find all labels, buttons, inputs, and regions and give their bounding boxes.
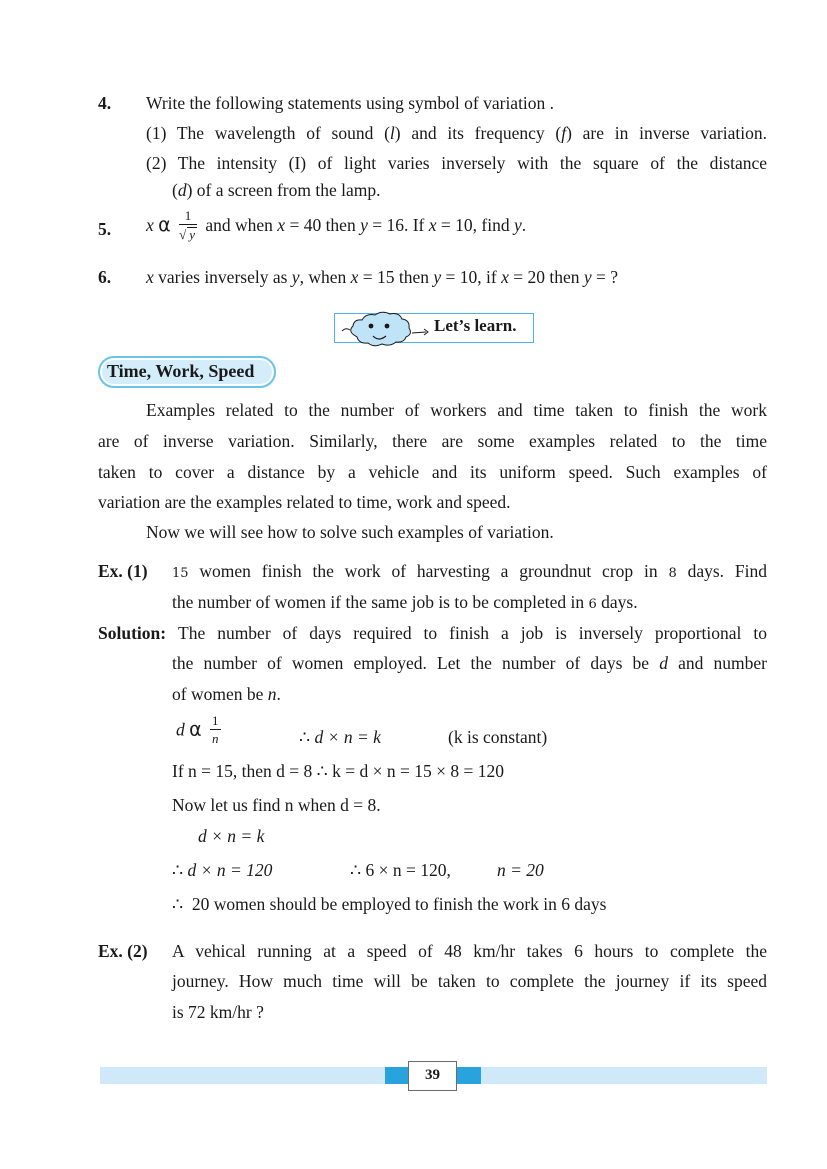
topic-heading: Time, Work, Speed (107, 361, 255, 381)
intro-line-5: Now we will see how to solve such examples of variation. (146, 522, 554, 542)
intro-line-1: Examples related to the number of workers and time taken to finish the work (146, 400, 767, 420)
lets-learn-label: Let’s learn. (434, 316, 517, 335)
equation-d-n-k: ∴ d × n = k (299, 727, 381, 747)
intro-line-2: are of inverse variation. Similarly, there are some examples related to the time (98, 431, 767, 451)
solution-line-3: of women be n. (172, 684, 281, 704)
intro-line-4: variation are the examples related to time, work and speed. (98, 492, 511, 512)
fraction-one-over-root-y: $\frac{1}{√ y}$ (179, 208, 195, 242)
example-1-line-1: 15 women finish the work of harvesting a groundnut crop in 8 days. Find (172, 561, 767, 581)
example-2-line-2: journey. How much time will be taken to complete the journey if its speed (172, 971, 767, 991)
solution-line-1: The number of days required to finish a job is inversely proportional to (178, 623, 767, 643)
example-1-line-2: the number of women if the same job is to be completed in 6 days. (172, 592, 638, 612)
proportion-d-alpha-1-over-n: d α $\frac{1}{n}$ (176, 713, 219, 746)
footer-accent-right (457, 1067, 481, 1084)
solution-conclusion: ∴ 20 women should be employed to finish the work in 6 days (172, 894, 607, 914)
question-number-4: 4. (98, 93, 112, 113)
equation-6-n-120: ∴ 6 × n = 120, (350, 860, 451, 880)
question-4-text: Write the following statements using symbol of variation . (146, 93, 555, 113)
find-line: Now let us find n when d = 8. (172, 795, 381, 815)
cloud-face-icon (340, 309, 432, 347)
footer-accent-left (385, 1067, 409, 1084)
question-number-6: 6. (98, 267, 112, 287)
question-4-statement-2-cont: (d) of a screen from the lamp. (172, 180, 381, 200)
question-5-text: x α $\frac{1}{√ y}$ and when x = 40 then y = 16. If x = 10, find y. (146, 208, 527, 242)
example-2-label: Ex. (2) (98, 941, 148, 961)
intro-line-3: taken to cover a distance by a vehicle and its uniform speed. Such examples of (98, 462, 767, 482)
equation-d-n-120: ∴ d × n = 120 (172, 860, 273, 880)
solution-line-2: the number of women employed. Let the number of days be d and number (172, 653, 767, 673)
example-2-line-3: is 72 km/hr ? (172, 1002, 264, 1022)
if-line: If n = 15, then d = 8 ∴ k = d × n = 15 × 8 = 120 (172, 761, 505, 781)
question-6-text: x varies inversely as y, when x = 15 then y = 10, if x = 20 then y = ? (146, 267, 619, 287)
solution-label: Solution: (98, 623, 167, 643)
question-4-statement-1: (1) The wavelength of sound (l) and its frequency (f) are in inverse variation. (146, 123, 767, 143)
constant-note: (k is constant) (448, 727, 548, 747)
page-number: 39 (408, 1061, 457, 1091)
question-4-statement-2: (2) The intensity (I) of light varies inversely with the square of the distance (146, 153, 767, 173)
example-2-line-1: A vehical running at a speed of 48 km/hr takes 6 hours to complete the (172, 941, 767, 961)
equation-n-20: n = 20 (497, 860, 544, 880)
equation-d-n-k-2: d × n = k (198, 826, 265, 846)
question-number-5: 5. (98, 219, 112, 239)
example-1-label: Ex. (1) (98, 561, 148, 581)
